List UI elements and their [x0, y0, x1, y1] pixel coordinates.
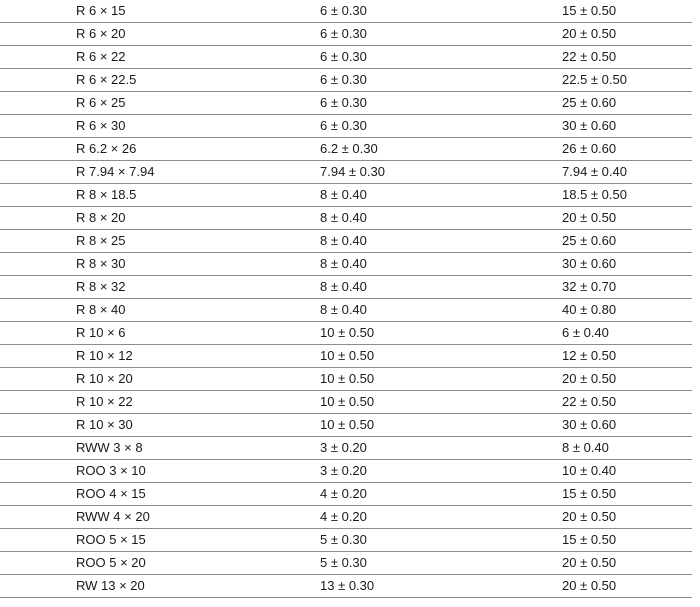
length-cell: 22 ± 0.50 — [491, 391, 692, 414]
diameter-cell: 4 ± 0.20 — [242, 483, 491, 506]
diameter-cell: 10 ± 0.50 — [242, 345, 491, 368]
diameter-cell: 6 ± 0.30 — [242, 115, 491, 138]
diameter-cell: 7.94 ± 0.30 — [242, 161, 491, 184]
diameter-cell: 5 ± 0.30 — [242, 529, 491, 552]
table-row — [0, 437, 692, 460]
table-row — [0, 299, 692, 322]
diameter-cell: 10 ± 0.50 — [242, 414, 491, 437]
type-cell: R 10 × 6 — [0, 322, 242, 345]
table-row — [0, 92, 692, 115]
type-cell: ROO 3 × 10 — [0, 460, 242, 483]
diameter-cell: 6 ± 0.30 — [242, 0, 491, 23]
table-row — [0, 391, 692, 414]
type-cell: ROO 5 × 20 — [0, 552, 242, 575]
type-cell: R 6 × 30 — [0, 115, 242, 138]
type-cell: R 6 × 22 — [0, 46, 242, 69]
diameter-cell: 8 ± 0.40 — [242, 207, 491, 230]
length-cell: 12 ± 0.50 — [491, 345, 692, 368]
type-cell: R 6 × 25 — [0, 92, 242, 115]
length-cell: 20 ± 0.50 — [491, 368, 692, 391]
length-cell: 30 ± 0.60 — [491, 414, 692, 437]
table-row — [0, 46, 692, 69]
diameter-cell: 10 ± 0.50 — [242, 322, 491, 345]
length-cell: 25 ± 0.60 — [491, 92, 692, 115]
diameter-cell: 8 ± 0.40 — [242, 184, 491, 207]
length-cell: 20 ± 0.50 — [491, 552, 692, 575]
length-cell: 20 ± 0.50 — [491, 23, 692, 46]
type-cell: R 10 × 12 — [0, 345, 242, 368]
table-row — [0, 161, 692, 184]
type-cell: R 8 × 32 — [0, 276, 242, 299]
table-row — [0, 552, 692, 575]
type-cell: RWW 4 × 20 — [0, 506, 242, 529]
diameter-cell: 6 ± 0.30 — [242, 23, 491, 46]
type-cell: R 8 × 40 — [0, 299, 242, 322]
length-cell: 22 ± 0.50 — [491, 46, 692, 69]
table-row — [0, 115, 692, 138]
type-cell: R 10 × 30 — [0, 414, 242, 437]
type-cell: R 10 × 22 — [0, 391, 242, 414]
type-cell: ROO 5 × 15 — [0, 529, 242, 552]
type-cell: R 6.2 × 26 — [0, 138, 242, 161]
type-cell: R 10 × 20 — [0, 368, 242, 391]
diameter-cell: 8 ± 0.40 — [242, 253, 491, 276]
length-cell: 22.5 ± 0.50 — [491, 69, 692, 92]
table-row — [0, 460, 692, 483]
type-cell: R 6 × 22.5 — [0, 69, 242, 92]
diameter-cell: 6.2 ± 0.30 — [242, 138, 491, 161]
table-row — [0, 529, 692, 552]
diameter-cell: 8 ± 0.40 — [242, 276, 491, 299]
length-cell: 30 ± 0.60 — [491, 253, 692, 276]
diameter-cell: 8 ± 0.40 — [242, 299, 491, 322]
length-cell: 20 ± 0.50 — [491, 575, 692, 598]
table-row — [0, 276, 692, 299]
type-cell: ROO 4 × 15 — [0, 483, 242, 506]
length-cell: 6 ± 0.40 — [491, 322, 692, 345]
type-cell: R 8 × 20 — [0, 207, 242, 230]
length-cell: 15 ± 0.50 — [491, 0, 692, 23]
length-cell: 40 ± 0.80 — [491, 299, 692, 322]
table-row — [0, 322, 692, 345]
table-row — [0, 69, 692, 92]
diameter-cell: 3 ± 0.20 — [242, 437, 491, 460]
diameter-cell: 3 ± 0.20 — [242, 460, 491, 483]
length-cell: 32 ± 0.70 — [491, 276, 692, 299]
diameter-cell: 13 ± 0.30 — [242, 575, 491, 598]
table-row — [0, 184, 692, 207]
table-row — [0, 138, 692, 161]
length-cell: 8 ± 0.40 — [491, 437, 692, 460]
diameter-cell: 6 ± 0.30 — [242, 69, 491, 92]
table-row — [0, 414, 692, 437]
diameter-cell: 5 ± 0.30 — [242, 552, 491, 575]
type-cell: R 8 × 30 — [0, 253, 242, 276]
diameter-cell: 8 ± 0.40 — [242, 230, 491, 253]
diameter-cell: 10 ± 0.50 — [242, 368, 491, 391]
length-cell: 26 ± 0.60 — [491, 138, 692, 161]
length-cell: 30 ± 0.60 — [491, 115, 692, 138]
type-cell: RW 13 × 20 — [0, 575, 242, 598]
table-row — [0, 253, 692, 276]
table-row — [0, 368, 692, 391]
table-row — [0, 506, 692, 529]
length-cell: 7.94 ± 0.40 — [491, 161, 692, 184]
type-cell: RWW 3 × 8 — [0, 437, 242, 460]
type-cell: R 8 × 18.5 — [0, 184, 242, 207]
table-row — [0, 23, 692, 46]
length-cell: 10 ± 0.40 — [491, 460, 692, 483]
length-cell: 25 ± 0.60 — [491, 230, 692, 253]
diameter-cell: 6 ± 0.30 — [242, 46, 491, 69]
diameter-cell: 6 ± 0.30 — [242, 92, 491, 115]
table-row — [0, 207, 692, 230]
length-cell: 15 ± 0.50 — [491, 529, 692, 552]
table-row — [0, 0, 692, 23]
table-row — [0, 230, 692, 253]
table-row — [0, 575, 692, 598]
diameter-cell: 10 ± 0.50 — [242, 391, 491, 414]
length-cell: 18.5 ± 0.50 — [491, 184, 692, 207]
table-row — [0, 345, 692, 368]
type-cell: R 7.94 × 7.94 — [0, 161, 242, 184]
table-row — [0, 483, 692, 506]
type-cell: R 6 × 15 — [0, 0, 242, 23]
length-cell: 20 ± 0.50 — [491, 207, 692, 230]
type-cell: R 8 × 25 — [0, 230, 242, 253]
diameter-cell: 4 ± 0.20 — [242, 506, 491, 529]
length-cell: 20 ± 0.50 — [491, 506, 692, 529]
type-cell: R 6 × 20 — [0, 23, 242, 46]
length-cell: 15 ± 0.50 — [491, 483, 692, 506]
